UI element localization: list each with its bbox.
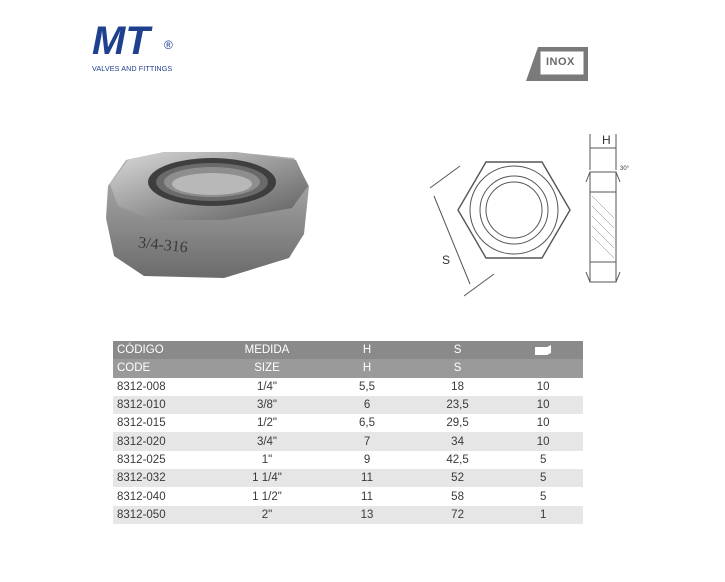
table-row (113, 506, 583, 524)
col-h-es: H (322, 341, 412, 359)
col-code-en: CODE (113, 359, 212, 377)
table-row (113, 414, 583, 432)
cell-h: 6 (322, 396, 412, 414)
col-size-en: SIZE (212, 359, 323, 377)
product-marking: 3/4-316 (137, 234, 189, 257)
cell-s: 29,5 (412, 414, 504, 432)
dimension-h-label: H (602, 133, 611, 147)
col-code-es: CÓDIGO (113, 341, 212, 359)
table-row (113, 451, 583, 469)
cell-package: 10 (503, 378, 583, 396)
spec-table (113, 341, 583, 524)
cell-s: 23,5 (412, 396, 504, 414)
table-row (113, 396, 583, 414)
cell-h: 6,5 (322, 414, 412, 432)
cell-size: 1" (212, 451, 323, 469)
cell-package: 10 (503, 432, 583, 450)
cell-code: 8312-032 (113, 469, 212, 487)
col-package-blank (503, 359, 583, 377)
logo-tagline: VALVES AND FITTINGS (92, 64, 173, 73)
cell-package: 5 (503, 451, 583, 469)
cell-s: 72 (412, 506, 504, 524)
table-row (113, 378, 583, 396)
cell-size: 1 1/2" (212, 487, 323, 505)
cell-s: 52 (412, 469, 504, 487)
col-s-es: S (412, 341, 504, 359)
cell-size: 1/4" (212, 378, 323, 396)
cell-package: 5 (503, 469, 583, 487)
col-h-en: H (322, 359, 412, 377)
col-s-en: S (412, 359, 504, 377)
cell-code: 8312-008 (113, 378, 212, 396)
cell-h: 11 (322, 487, 412, 505)
cell-h: 13 (322, 506, 412, 524)
cell-h: 9 (322, 451, 412, 469)
cell-size: 3/8" (212, 396, 323, 414)
cell-code: 8312-020 (113, 432, 212, 450)
cell-size: 2" (212, 506, 323, 524)
cell-package: 1 (503, 506, 583, 524)
cell-code: 8312-050 (113, 506, 212, 524)
dimension-s-label: S (442, 253, 451, 267)
cell-code: 8312-010 (113, 396, 212, 414)
table-row (113, 432, 583, 450)
angle-label: 30° (620, 166, 630, 172)
cell-size: 1/2" (212, 414, 323, 432)
cell-code: 8312-015 (113, 414, 212, 432)
inox-badge (522, 45, 590, 83)
table-row (113, 487, 583, 505)
cell-size: 3/4" (212, 432, 323, 450)
brand-logo (88, 20, 198, 75)
logo-mark-text: MT (92, 22, 150, 58)
cell-s: 58 (412, 487, 504, 505)
cell-s: 18 (412, 378, 504, 396)
cell-code: 8312-040 (113, 487, 212, 505)
cell-code: 8312-025 (113, 451, 212, 469)
registered-mark: ® (164, 38, 173, 52)
table-header-en (113, 359, 583, 377)
cell-size: 1 1/4" (212, 469, 323, 487)
cell-package: 10 (503, 414, 583, 432)
col-package (503, 341, 583, 359)
product-photo (104, 146, 324, 286)
cell-h: 7 (322, 432, 412, 450)
cell-package: 10 (503, 396, 583, 414)
cell-s: 34 (412, 432, 504, 450)
mt-logo-mark (92, 22, 166, 58)
cell-h: 5,5 (322, 378, 412, 396)
table-header-es (113, 341, 583, 359)
technical-drawing (420, 126, 640, 306)
cell-package: 5 (503, 487, 583, 505)
cell-h: 11 (322, 469, 412, 487)
col-size-es: MEDIDA (212, 341, 323, 359)
cell-s: 42,5 (412, 451, 504, 469)
table-row (113, 469, 583, 487)
box-icon (534, 344, 552, 356)
inox-label: INOX (546, 56, 575, 68)
